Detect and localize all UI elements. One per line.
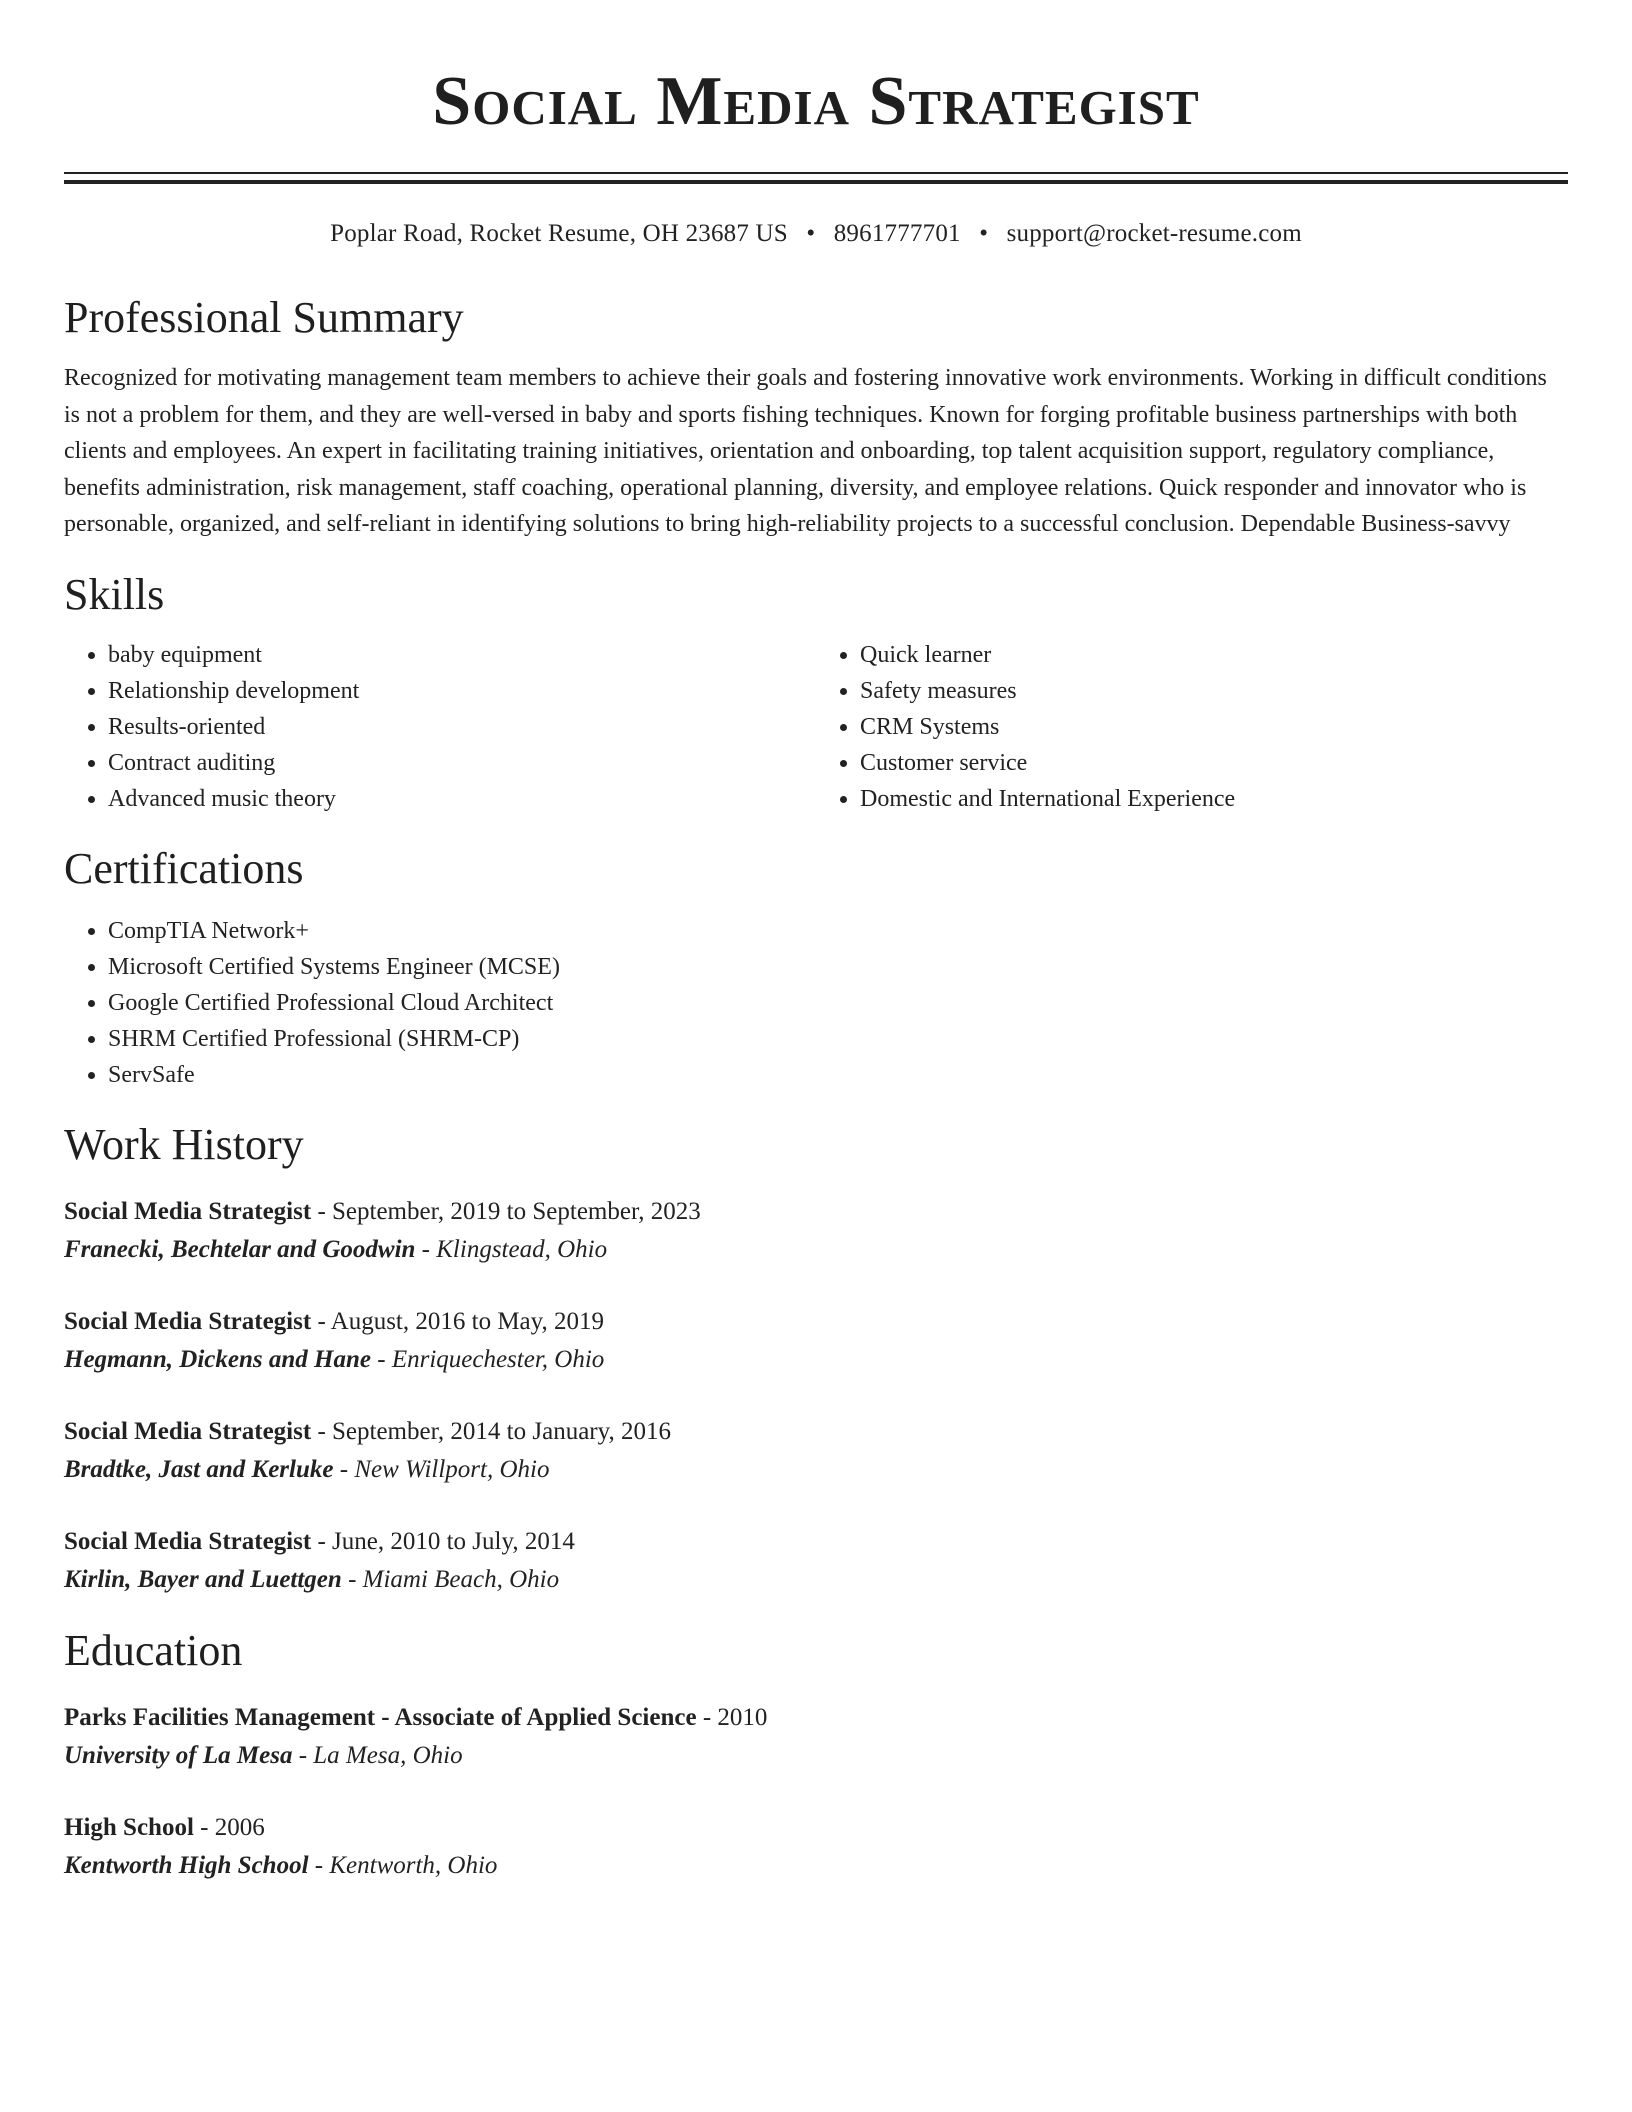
work-history-list	[64, 1193, 1568, 1599]
work-location: Enriquechester, Ohio	[391, 1345, 605, 1373]
work-entry-line2	[64, 1561, 1568, 1599]
summary-heading: Professional Summary	[64, 293, 464, 342]
contact-address: Poplar Road, Rocket Resume, OH 23687 US	[330, 220, 788, 247]
work-role: Social Media Strategist	[64, 1417, 312, 1445]
skill-item: • Quick learner	[860, 637, 1568, 673]
skills-heading: Skills	[64, 569, 165, 619]
work-dates: August, 2016 to May, 2019	[330, 1307, 605, 1335]
education-degree: Parks Facilities Management - Associate of Applied Science	[64, 1703, 697, 1731]
contact-separator: •	[979, 220, 989, 247]
contact-line	[64, 218, 1568, 250]
dash: -	[370, 1345, 392, 1373]
skill-item: • Contract auditing	[108, 745, 816, 781]
work-entry-line1	[64, 1193, 1568, 1231]
work-location: Klingstead, Ohio	[436, 1235, 608, 1263]
education-school: Kentworth High School	[64, 1851, 309, 1879]
skills-columns	[64, 637, 1568, 817]
dash: -	[311, 1307, 331, 1335]
certifications-heading: Certifications	[64, 843, 304, 893]
skills-right-list	[816, 637, 1568, 817]
skill-item: • Results-oriented	[108, 709, 816, 745]
work-entry	[64, 1413, 1568, 1489]
dash: -	[415, 1235, 437, 1263]
education-list	[64, 1699, 1568, 1885]
education-year: 2010	[717, 1703, 768, 1731]
certifications-section	[64, 843, 1568, 1093]
work-company: Hegmann, Dickens and Hane	[64, 1345, 371, 1373]
work-dates: June, 2010 to July, 2014	[332, 1527, 575, 1555]
education-year: 2006	[214, 1813, 265, 1841]
dash: -	[193, 1813, 215, 1841]
education-entry-line2	[64, 1737, 1568, 1775]
certifications-list	[64, 913, 1568, 1093]
work-history-heading: Work History	[64, 1119, 304, 1169]
education-entry-line1	[64, 1809, 1568, 1847]
work-entry-line1	[64, 1303, 1568, 1341]
work-location: New Willport, Ohio	[354, 1455, 550, 1483]
work-role: Social Media Strategist	[64, 1197, 312, 1225]
work-entry-line2	[64, 1451, 1568, 1489]
work-role: Social Media Strategist	[64, 1527, 312, 1555]
skill-item: • Safety measures	[860, 673, 1568, 709]
header-rule-thick	[64, 180, 1568, 184]
dash: -	[311, 1417, 333, 1445]
work-company: Franecki, Bechtelar and Goodwin	[64, 1235, 416, 1263]
work-entry	[64, 1193, 1568, 1269]
work-entry	[64, 1303, 1568, 1379]
certification-item: • Google Certified Professional Cloud Architect	[108, 985, 1568, 1021]
education-entry-line1	[64, 1699, 1568, 1737]
work-entry-line2	[64, 1231, 1568, 1269]
education-school: University of La Mesa	[64, 1741, 293, 1769]
certification-item: • Microsoft Certified Systems Engineer (MCSE)	[108, 949, 1568, 985]
contact-separator: •	[806, 220, 816, 247]
dash: -	[333, 1455, 355, 1483]
skills-section	[64, 569, 1568, 817]
education-entry	[64, 1699, 1568, 1775]
skill-item: • Advanced music theory	[108, 781, 816, 817]
education-degree: High School	[64, 1813, 194, 1841]
work-role: Social Media Strategist	[64, 1307, 312, 1335]
dash: -	[696, 1703, 718, 1731]
skills-left-list	[64, 637, 816, 817]
work-history-section	[64, 1119, 1568, 1599]
work-entry-line2	[64, 1341, 1568, 1379]
skill-item: • Domestic and International Experience	[860, 781, 1568, 817]
skill-item: • baby equipment	[108, 637, 816, 673]
certification-item: • CompTIA Network+	[108, 913, 1568, 949]
skill-item: • Customer service	[860, 745, 1568, 781]
work-entry	[64, 1523, 1568, 1599]
work-company: Bradtke, Jast and Kerluke	[64, 1455, 334, 1483]
skill-item: • CRM Systems	[860, 709, 1568, 745]
dash: -	[311, 1197, 333, 1225]
education-location: Kentworth, Ohio	[329, 1851, 498, 1879]
work-dates: September, 2014 to January, 2016	[332, 1417, 671, 1445]
dash: -	[341, 1565, 363, 1593]
summary-section	[64, 292, 1568, 543]
education-location: La Mesa, Ohio	[313, 1741, 463, 1769]
certification-item: • SHRM Certified Professional (SHRM-CP)	[108, 1021, 1568, 1057]
contact-email: support@rocket-resume.com	[1006, 220, 1302, 247]
work-dates: September, 2019 to September, 2023	[332, 1197, 701, 1225]
education-entry	[64, 1809, 1568, 1885]
education-section	[64, 1625, 1568, 1885]
dash: -	[292, 1741, 314, 1769]
work-location: Miami Beach, Ohio	[362, 1565, 560, 1593]
education-entry-line2	[64, 1847, 1568, 1885]
header-rule-thin	[64, 172, 1568, 174]
contact-phone: 8961777701	[833, 220, 961, 247]
resume-header	[64, 60, 1568, 184]
certification-item: • ServSafe	[108, 1057, 1568, 1093]
summary-text: Recognized for motivating management team members to achieve their goals and fostering innovative work environments. Working in difficult conditions is not a problem for them, and they are well-versed in baby and sports fishing techniques. Known for forging profitable business partnerships with both clients and employees. An expert in facilitating training initiatives, orientation and onboarding, top talent acquisition support, regulatory compliance, benefits administration, risk management, staff coaching, operational planning, diversity, and employee relations. Quick responder and innovator who is personable, organized, and self-reliant in identifying solutions to bring high-reliability projects to a successful conclusion. Dependable Business-savvy	[64, 365, 1547, 537]
skill-item: • Relationship development	[108, 673, 816, 709]
education-heading: Education	[64, 1625, 243, 1675]
work-company: Kirlin, Bayer and Luettgen	[64, 1565, 342, 1593]
dash: -	[308, 1851, 330, 1879]
work-entry-line1	[64, 1413, 1568, 1451]
dash: -	[311, 1527, 333, 1555]
work-entry-line1	[64, 1523, 1568, 1561]
resume-title: Social Media Strategist	[432, 63, 1200, 140]
